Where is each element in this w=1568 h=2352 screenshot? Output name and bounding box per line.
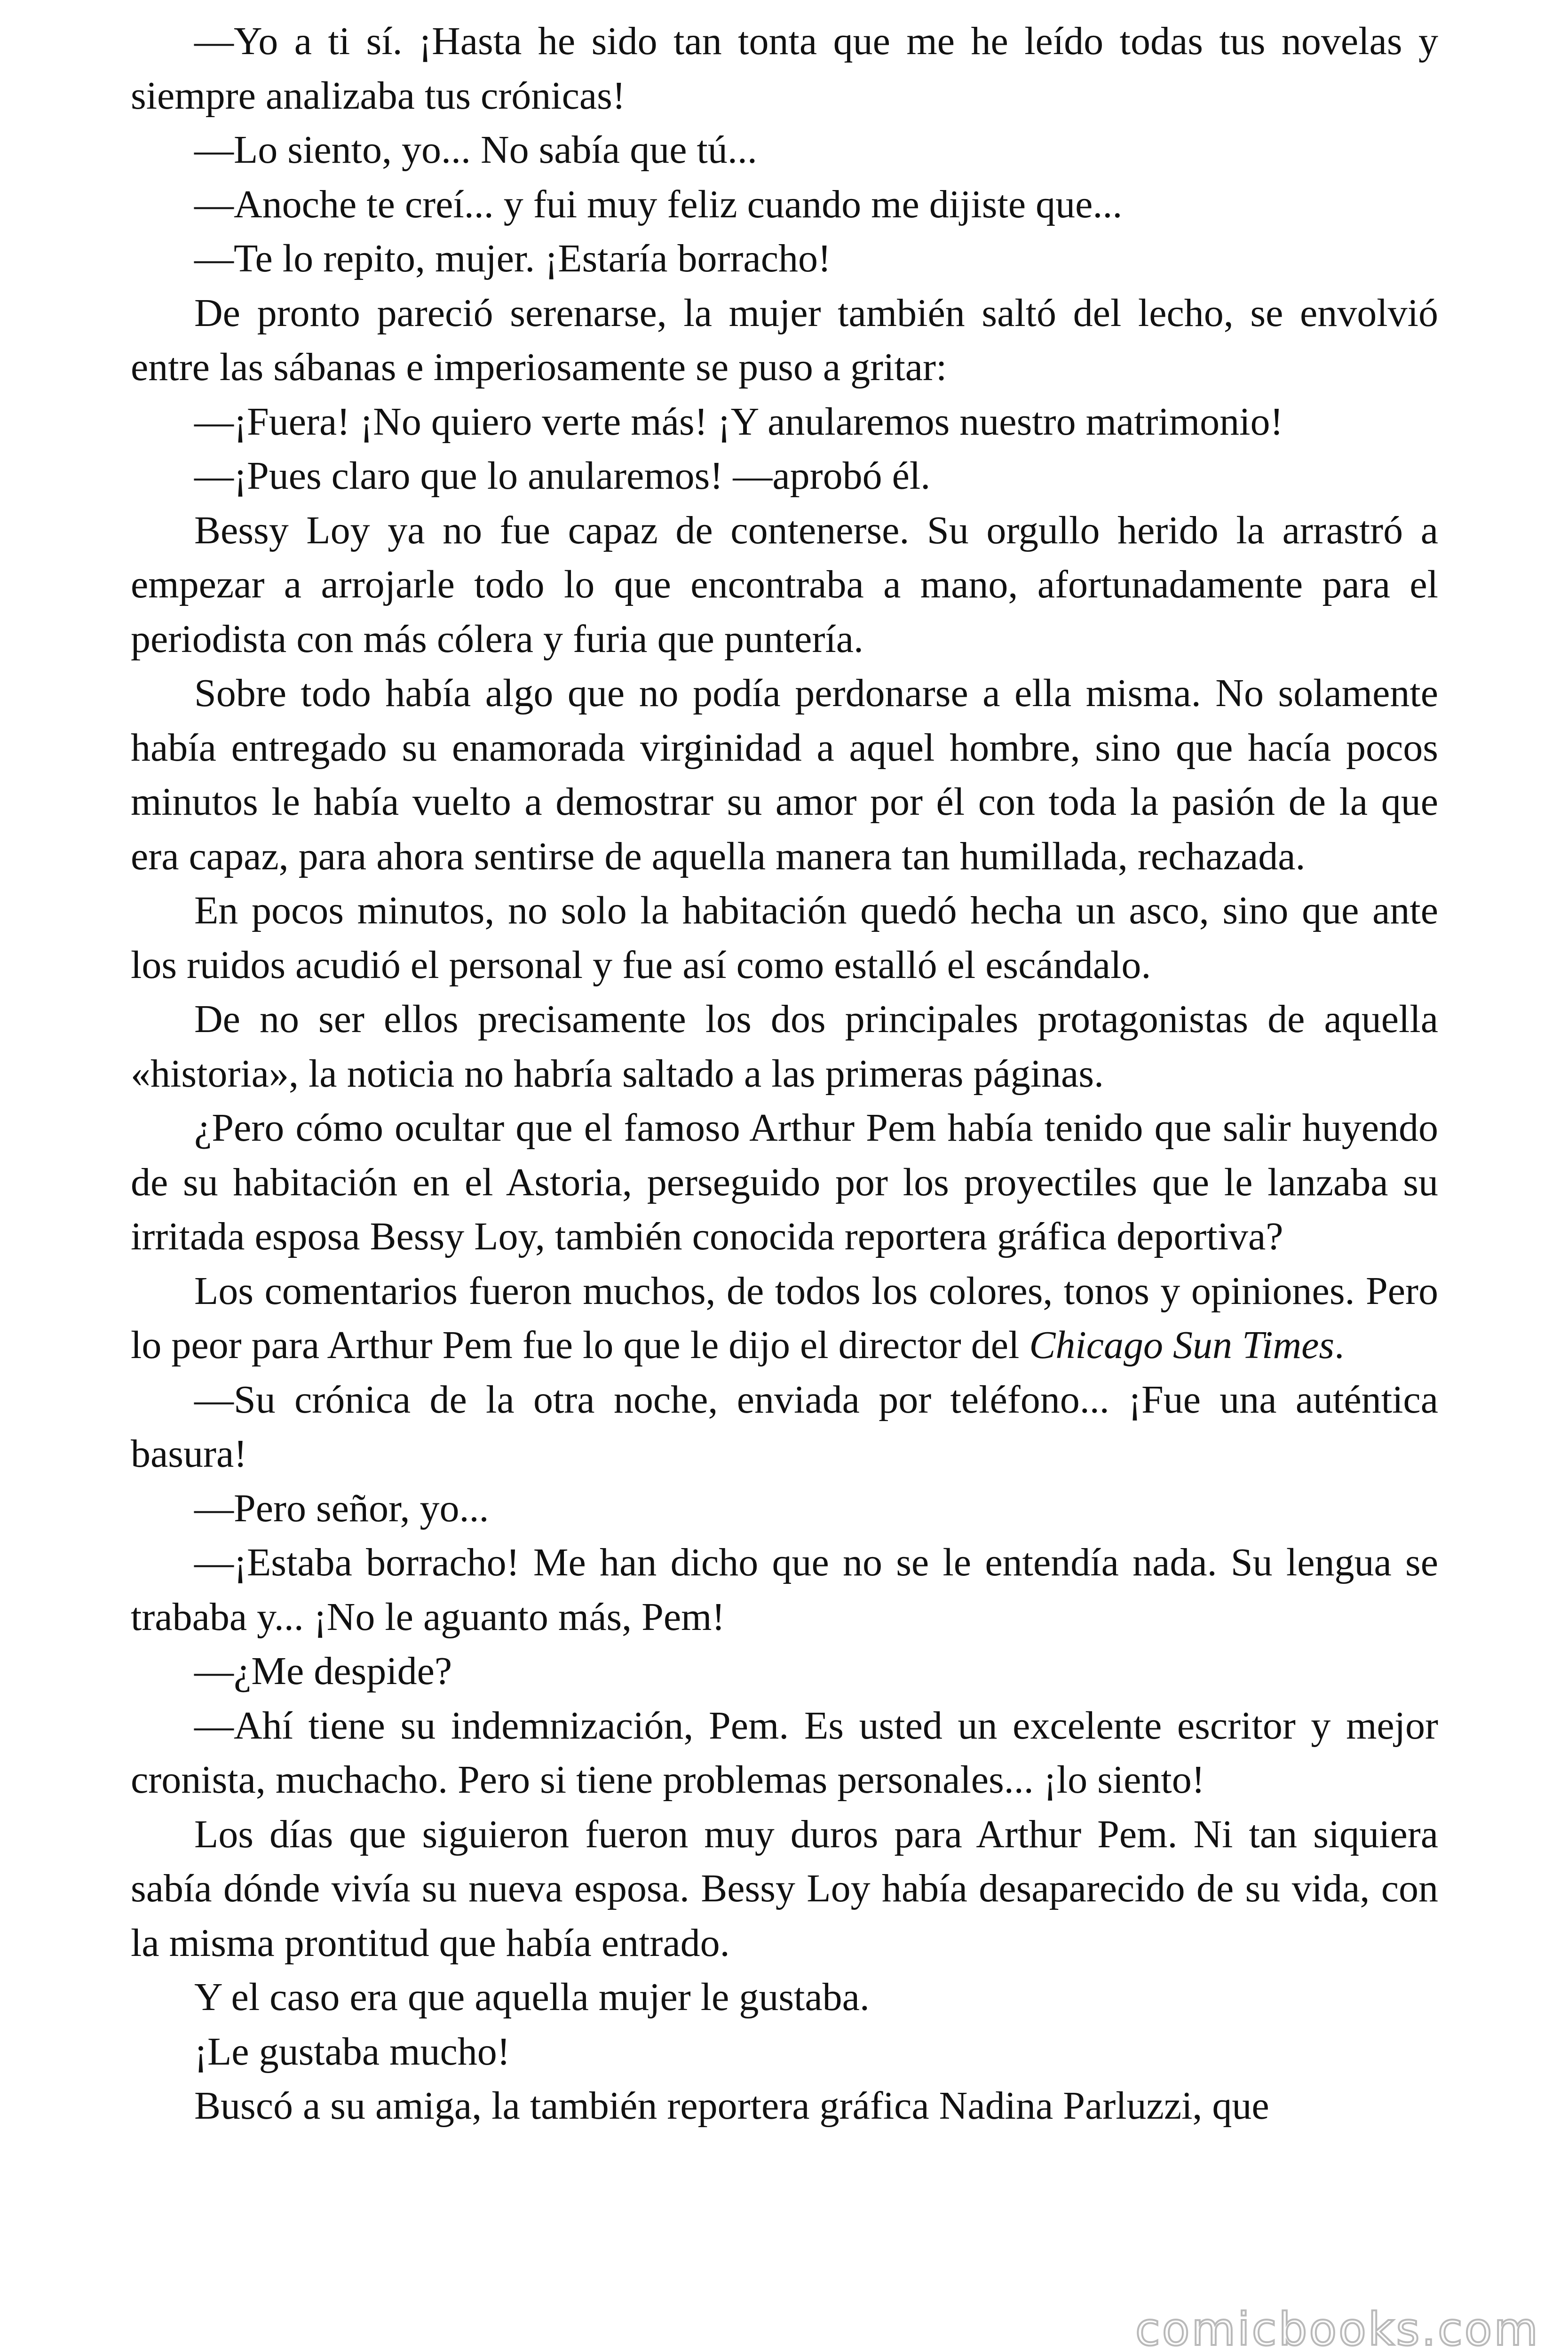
paragraph: —¡Estaba borracho! Me han dicho que no se le entendía nada. Su lengua se trababa y... ¡No le aguanto más, Pem! [131, 1541, 1438, 1639]
paragraph: De no ser ellos precisamente los dos principales protagonistas de aquella «historia», la noticia no habría saltado a las primeras páginas. [131, 997, 1438, 1096]
paragraph: Bessy Loy ya no fue capaz de contenerse. Su orgullo herido la arrastró a empezar a arrojarle todo lo que encontraba a mano, afortunadamente para el periodista con más cólera y furia que puntería. [131, 508, 1438, 661]
newspaper-title: Chicago Sun Times [1029, 1323, 1335, 1367]
paragraph: Y el caso era que aquella mujer le gustaba. [194, 1975, 870, 2019]
paragraph-text: . [1334, 1323, 1345, 1367]
paragraph: —Pero señor, yo... [194, 1486, 489, 1530]
paragraph: En pocos minutos, no solo la habitación quedó hecha un asco, sino que ante los ruidos acudió el personal y fue así como estalló el escándalo. [131, 889, 1438, 987]
paragraph: ¿Pero cómo ocultar que el famoso Arthur Pem había tenido que salir huyendo de su habitación en el Astoria, perseguido por los proyectiles que le lanzaba su irritada esposa Bessy Loy, también conocida reportera gráfica deportiva? [131, 1106, 1438, 1258]
paragraph: Sobre todo había algo que no podía perdonarse a ella misma. No solamente había entregado su enamorada virginidad a aquel hombre, sino que hacía pocos minutos le había vuelto a demostrar su amor por él con toda la pasión de la que era capaz, para ahora sentirse de aquella manera tan humillada, rechazada. [131, 671, 1438, 878]
paragraph: —¿Me despide? [194, 1649, 452, 1693]
paragraph: —Ahí tiene su indemnización, Pem. Es usted un excelente escritor y mejor cronista, muchacho. Pero si tiene problemas personales... ¡lo siento! [131, 1703, 1438, 1802]
paragraph: —¡Fuera! ¡No quiero verte más! ¡Y anularemos nuestro matrimonio! [194, 399, 1283, 444]
body-text [131, 14, 1438, 2133]
paragraph: —Su crónica de la otra noche, enviada por teléfono... ¡Fue una auténtica basura! [131, 1377, 1438, 1476]
paragraph: —Te lo repito, mujer. ¡Estaría borracho! [194, 237, 831, 280]
watermark: comicbooks.com [1135, 2303, 1540, 2352]
paragraph-with-italic [131, 1264, 1438, 1373]
paragraph-text: Los comentarios fueron muchos, de todos los colores, tonos y opiniones. Pero lo peor para Arthur Pem fue lo que le dijo el director del [131, 1269, 1438, 1367]
paragraph: Los días que siguieron fueron muy duros para Arthur Pem. Ni tan siquiera sabía dónde vivía su nueva esposa. Bessy Loy había desaparecido de su vida, con la misma prontitud que había entrado. [131, 1812, 1438, 1965]
paragraph: —¡Pues claro que lo anularemos! —aprobó él. [194, 454, 931, 498]
paragraph: Buscó a su amiga, la también reportera gráfica Nadina Parluzzi, que [194, 2084, 1269, 2128]
paragraph: —Yo a ti sí. ¡Hasta he sido tan tonta que me he leído todas tus novelas y siempre analizaba tus crónicas! [131, 19, 1438, 118]
paragraph: —Lo siento, yo... No sabía que tú... [194, 128, 757, 172]
paragraph: De pronto pareció serenarse, la mujer también saltó del lecho, se envolvió entre las sábanas e imperiosamente se puso a gritar: [131, 291, 1438, 389]
paragraph: ¡Le gustaba mucho! [194, 2029, 510, 2074]
paragraph: —Anoche te creí... y fui muy feliz cuando me dijiste que... [194, 182, 1123, 226]
